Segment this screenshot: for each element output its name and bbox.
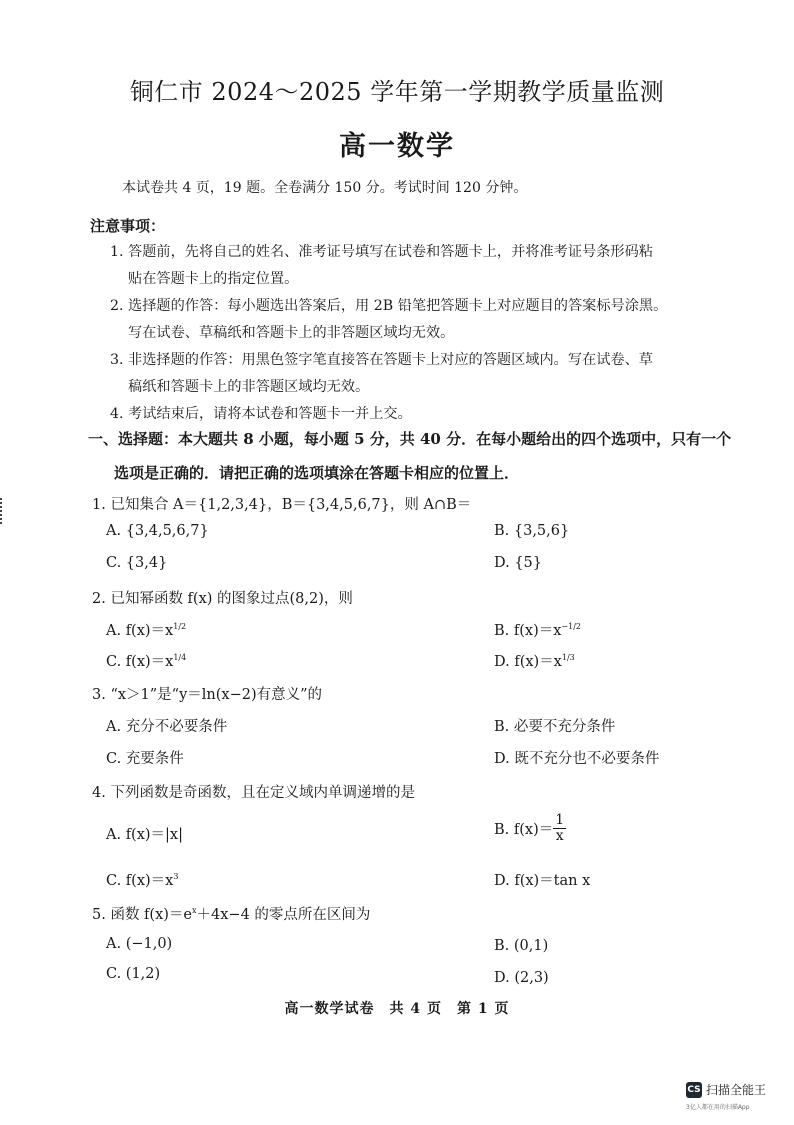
question-5-option-d: D. (2,3) <box>494 970 549 986</box>
section-line-2: 选项是正确的．请把正确的选项填涂在答题卡相应的位置上． <box>114 464 520 482</box>
subject-title: 高一数学 <box>339 131 455 162</box>
notice-item-2: 2. 选择题的作答：每小题选出答案后，用 2B 铅笔把答题卡上对应题目的答案标号涂黑。 <box>110 298 668 314</box>
question-2-option-c: C. $f(x)=x^{1/4}$ <box>106 653 187 670</box>
question-1-option-d: D. {5} <box>494 555 543 571</box>
page-footer: 高一数学试卷 共 4 页 第 1 页 <box>284 1001 510 1017</box>
fraction: $\frac{1}{x}$ <box>555 812 565 844</box>
section-line-1: 一、选择题：本大题共 8 小题，每小题 5 分，共 40 分．在每小题给出的四个选项中，只有一个 <box>88 430 732 448</box>
notice-item-3: 3. 非选择题的作答：用黑色签字笔直接答在答题卡上对应的答题区域内。写在试卷、草 <box>110 352 653 368</box>
question-4-option-c: C. $f(x)=x^3$ <box>106 872 179 889</box>
question-2-option-a: A. $f(x)=x^{1/2}$ <box>106 622 187 639</box>
question-1-option-c: C. {3,4} <box>106 555 168 571</box>
question-3-option-a: A. 充分不必要条件 <box>106 719 228 735</box>
notice-list <box>110 239 730 428</box>
question-2-option-b: B. $f(x)=x^{-1/2}$ <box>494 622 581 639</box>
scanner-watermark <box>686 1082 786 1118</box>
question-1-option-b: B. {3,5,6} <box>494 523 570 539</box>
question-4-stem: 4. 下列函数是奇函数，且在定义域内单调递增的是 <box>92 785 415 801</box>
question-5-stem: 5. 函数 $f(x)=e^x+4x-4$ 的零点所在区间为 <box>92 906 371 923</box>
question-3-stem: 3. “x＞1”是“y＝ln(x−2)有意义”的 <box>92 687 323 703</box>
question-2-option-d: D. $f(x)=x^{1/3}$ <box>494 653 575 670</box>
question-5-option-a: A. (−1,0) <box>106 936 173 952</box>
notice-item-1-cont: 贴在答题卡上的指定位置。 <box>128 271 299 287</box>
notice-item-1: 1. 答题前，先将自己的姓名、准考证号填写在试卷和答题卡上，并将准考证号条形码粘 <box>110 244 653 260</box>
question-5-option-c: C. (1,2) <box>106 966 161 982</box>
question-3-option-b: B. 必要不充分条件 <box>494 719 616 735</box>
notice-item-2-cont: 写在试卷、草稿纸和答题卡上的非答题区域均无效。 <box>128 325 455 341</box>
exam-intro: 本试卷共 4 页，19 题。全卷满分 150 分。考试时间 120 分钟。 <box>122 180 528 196</box>
question-2-stem: 2. 已知幂函数 f(x) 的图象过点(8,2)，则 <box>92 591 353 607</box>
question-3-option-d: D. 既不充分也不必要条件 <box>494 751 660 767</box>
notice-item-4: 4. 考试结束后，请将本试卷和答题卡一并上交。 <box>110 406 412 422</box>
question-1-option-a: A. {3,4,5,6,7} <box>106 523 209 539</box>
question-1-stem: 1. 已知集合 A＝{1,2,3,4}，B＝{3,4,5,6,7}，则 A∩B＝ <box>92 497 472 513</box>
question-4-option-b: B. f(x)＝ $\frac{1}{x}$ <box>494 812 565 844</box>
question-5-option-b: B. (0,1) <box>494 938 549 954</box>
question-4-option-a: A. f(x)＝|x| <box>106 827 183 843</box>
notice-item-3-cont: 稿纸和答题卡上的非答题区域均无效。 <box>128 379 370 395</box>
section-heading <box>88 422 738 490</box>
exam-title: 铜仁市 2024～2025 学年第一学期教学质量监测 <box>129 78 665 106</box>
watermark-tagline: 3亿人都在用的扫描App <box>686 1104 750 1111</box>
notice-heading: 注意事项： <box>90 217 166 235</box>
camscanner-icon: CS <box>686 1082 702 1098</box>
watermark-name: 扫描全能王 <box>706 1083 767 1097</box>
question-3-option-c: C. 充要条件 <box>106 751 184 767</box>
question-4-option-d: D. f(x)＝tan x <box>494 873 591 889</box>
scan-edge-mark <box>0 498 4 524</box>
